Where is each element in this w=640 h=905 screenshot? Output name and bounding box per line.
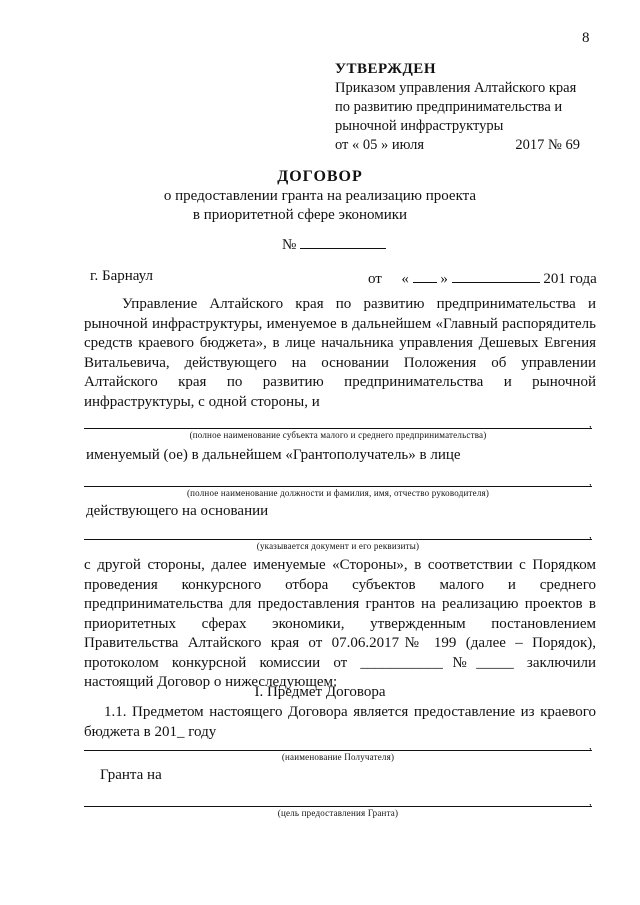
day-blank [413,268,437,283]
city: г. Барнаул [90,268,153,284]
recipient-line: именуемый (ое) в дальнейшем «Грантополучатель» в лице [86,447,461,463]
comma-1: , [589,418,592,430]
document-title: ДОГОВОР [277,168,363,185]
contract-number-row [282,234,386,254]
number-label: № [282,237,297,253]
approval-line-2: по развитию предпринимательства и [335,99,563,115]
purpose-line [84,806,592,807]
month-blank [452,268,540,283]
subject-caption: (полное наименование субъекта малого и среднего предпринимательства) [189,430,487,440]
preamble-paragraph: Управление Алтайского края по развитию предпринимательства и рыночной инфраструктуры, именуемое в дальнейшем «Главный распорядитель средств краевого бюджета», в лице начальника управления Дешевых Евгения Витальевича, действующего на основании Положения об управлении Алтайского края по развитию предпринимательства и рыночной инфраструктуры, с одной стороны, и [84,296,596,410]
grant-label: Гранта на [100,767,162,783]
comma-4: , [589,740,592,752]
approval-block [335,60,595,155]
subtitle-line-1: о предоставлении гранта на реализацию проекта [163,188,477,204]
subject-name-line [84,428,592,429]
recipient-caption: (наименование Получателя) [281,752,395,762]
document-subtitle [0,187,640,225]
comma-5: , [589,796,592,808]
date-year: 201 года [543,271,597,287]
recipient-name-line [84,750,592,751]
position-caption: (полное наименование должности и фамилия, имя, отчество руководителя) [186,488,490,498]
document-caption: (указывается документ и его реквизиты) [256,541,420,551]
section-title: I. Предмет Договора [254,684,386,700]
clause-1-1: 1.1. Предметом настоящего Договора является предоставление из краевого бюджета в 201_ году [84,704,596,740]
subtitle-line-2: в приоритетной сфере экономики [192,207,408,223]
contract-date-row [368,268,597,288]
approval-date-row [335,136,580,155]
purpose-caption: (цель предоставления Гранта) [277,808,399,818]
other-party-paragraph: с другой стороны, далее именуемые «Стороны», в соответствии с Порядком проведения конкурсного отбора субъектов малого и среднего предпринимательства для предоставления грантов на реализацию проектов в приоритетных сферах экономики, утвержденным постановлением Правительства Алтайского края от 07.06.2017№ 199 (далее – Порядок), протоколом конкурсной комиссии от ___________№_____ заключили настоящий Договор о нижеследующем: [84,557,596,690]
position-line [84,486,592,487]
page-number: 8 [582,30,590,46]
approval-line-1: Приказом управления Алтайского края [335,80,577,96]
date-open-quote: « [401,271,409,287]
approval-date: от « 05 » июля [335,137,425,153]
date-close-quote: » [440,271,448,287]
approval-number: 2017 № 69 [515,137,580,153]
approval-line-3: рыночной инфраструктуры [335,118,504,134]
basis-line: действующего на основании [86,503,269,519]
comma-3: , [589,529,592,541]
document-line [84,539,592,540]
approval-heading: УТВЕРЖДЕН [335,61,436,77]
contract-number-blank [300,234,386,249]
date-from-label: от [368,271,382,287]
comma-2: , [589,476,592,488]
